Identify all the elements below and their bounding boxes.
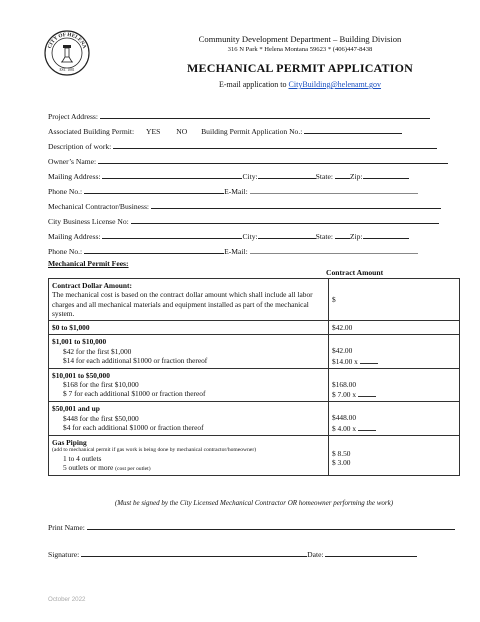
tier4-amount1: $448.00 bbox=[332, 413, 357, 423]
date-label: Date: bbox=[307, 550, 324, 559]
tier2-line1: $42 for the first $1,000 bbox=[63, 346, 132, 356]
tier3-line1: $168 for the first $10,000 bbox=[63, 380, 139, 389]
owner-state-field[interactable] bbox=[335, 171, 350, 179]
associated-permit-row bbox=[48, 126, 402, 136]
contractor-mailing-field[interactable] bbox=[102, 231, 242, 239]
license-label: City Business License No: bbox=[48, 217, 129, 226]
owner-name-field[interactable] bbox=[98, 156, 448, 164]
signature-label: Signature: bbox=[48, 550, 80, 559]
project-address-row bbox=[48, 111, 430, 121]
tier3-line2: $ 7 for each additional $1000 or fraction thereof bbox=[63, 389, 206, 399]
gas-line2: 5 outlets or more bbox=[63, 463, 114, 473]
tier2-line2: $14 for each additional $1000 or fraction thereof bbox=[63, 355, 208, 365]
contractor-phone-field[interactable] bbox=[84, 246, 224, 254]
tier3-row bbox=[49, 368, 460, 402]
seal-year: EST. 1881 bbox=[59, 68, 75, 72]
tier4-amount-cell bbox=[329, 402, 460, 436]
tier2-amount1: $42.00 bbox=[332, 346, 353, 356]
owner-email-field[interactable] bbox=[250, 186, 418, 194]
tier3-amount-cell bbox=[329, 368, 460, 402]
tier4-line1: $448 for the first $50,000 bbox=[63, 413, 139, 423]
signature-note: (Must be signed by the City Licensed Mechanical Contractor OR homeowner performing the work) bbox=[114, 499, 394, 507]
email-instruction bbox=[150, 80, 450, 89]
tier4-multiplier-field[interactable] bbox=[358, 423, 376, 431]
yes-option[interactable]: YES bbox=[145, 127, 161, 136]
tier3-amount1: $168.00 bbox=[332, 379, 357, 389]
gas-amount2: $ 3.00 bbox=[332, 458, 351, 467]
date-field[interactable] bbox=[325, 549, 417, 557]
contractor-field[interactable] bbox=[151, 201, 441, 209]
project-address-field[interactable] bbox=[100, 111, 430, 119]
fee-table bbox=[48, 278, 460, 476]
tier2-amount-cell bbox=[329, 335, 460, 369]
owner-phone-label: Phone No.: bbox=[48, 187, 83, 196]
contract-amount-cell[interactable] bbox=[329, 279, 460, 321]
tier3-description-cell bbox=[49, 368, 329, 402]
contract-amount-header: Contract Amount bbox=[326, 268, 384, 277]
signature-row bbox=[48, 549, 417, 559]
contractor-row bbox=[48, 201, 441, 211]
permit-application-no-field[interactable] bbox=[304, 126, 402, 134]
contractor-zip-label: Zip: bbox=[349, 232, 363, 241]
tier3-amount2: $ 7.00 x bbox=[332, 390, 357, 399]
description-field[interactable] bbox=[113, 141, 437, 149]
contract-title: Contract Dollar Amount: bbox=[52, 281, 132, 290]
owner-name-label: Owner’s Name: bbox=[48, 157, 97, 166]
seal-text: CITY OF HELENA bbox=[46, 31, 88, 50]
no-option[interactable]: NO bbox=[176, 127, 188, 136]
contract-row bbox=[49, 279, 460, 321]
tier4-range: $50,001 and up bbox=[52, 404, 100, 414]
tier2-row bbox=[49, 335, 460, 369]
owner-zip-field[interactable] bbox=[363, 171, 409, 179]
tier2-multiplier-field[interactable] bbox=[360, 356, 378, 364]
gas-line2-note: (cost per outlet) bbox=[115, 466, 151, 473]
tier2-range: $1,001 to $10,000 bbox=[52, 337, 107, 347]
print-name-row bbox=[48, 522, 455, 532]
owner-name-row bbox=[48, 156, 448, 166]
signature-field[interactable] bbox=[81, 549, 307, 557]
tier4-description-cell bbox=[49, 402, 329, 436]
owner-state-label: State: bbox=[315, 172, 333, 181]
project-address-label: Project Address: bbox=[48, 112, 98, 121]
owner-city-label: City: bbox=[242, 172, 258, 181]
associated-permit-label: Associated Building Permit: bbox=[48, 127, 135, 136]
description-label: Description of work: bbox=[48, 142, 112, 151]
city-of-helena-seal-icon bbox=[44, 30, 90, 76]
contractor-mailing-row bbox=[48, 231, 409, 241]
tier4-line2: $4 for each additional $1000 or fraction thereof bbox=[63, 422, 204, 432]
contractor-phone-row bbox=[48, 246, 418, 256]
tier2-description-cell bbox=[49, 335, 329, 369]
tier3-multiplier-field[interactable] bbox=[358, 389, 376, 397]
contractor-mailing-label: Mailing Address: bbox=[48, 232, 101, 241]
print-name-label: Print Name: bbox=[48, 523, 85, 532]
contract-text: The mechanical cost is based on the contract dollar amount which shall include all labor charges and all mechanical materials and equipment installed as part of the mechanical system. bbox=[52, 290, 313, 318]
description-row bbox=[48, 141, 437, 151]
contractor-email-field[interactable] bbox=[250, 246, 418, 254]
tier1-amount: $42.00 bbox=[329, 321, 460, 335]
license-row bbox=[48, 216, 439, 226]
contractor-state-field[interactable] bbox=[335, 231, 350, 239]
tier4-row bbox=[49, 402, 460, 436]
contractor-phone-label: Phone No.: bbox=[48, 247, 83, 256]
owner-phone-field[interactable] bbox=[84, 186, 224, 194]
email-link[interactable]: CityBuilding@helenamt.gov bbox=[288, 80, 382, 89]
license-field[interactable] bbox=[131, 216, 439, 224]
contractor-zip-field[interactable] bbox=[363, 231, 409, 239]
contractor-city-field[interactable] bbox=[258, 231, 316, 239]
contract-amount-value: $ bbox=[332, 294, 336, 304]
tier1-range: $0 to $1,000 bbox=[49, 321, 329, 335]
gas-line1: 1 to 4 outlets bbox=[63, 453, 102, 463]
owner-city-field[interactable] bbox=[258, 171, 316, 179]
gas-amount-cell bbox=[329, 435, 460, 475]
contractor-label: Mechanical Contractor/Business: bbox=[48, 202, 150, 211]
tier4-amount2: $ 4.00 x bbox=[332, 423, 357, 433]
gas-description-cell bbox=[49, 435, 329, 475]
owner-mailing-row bbox=[48, 171, 409, 181]
contractor-email-label: E-Mail: bbox=[224, 247, 248, 256]
department-address: 316 N Park * Helena Montana 59623 * (406)447-8438 bbox=[227, 46, 373, 53]
tier2-amount2: $14.00 x bbox=[332, 356, 358, 366]
print-name-field[interactable] bbox=[87, 522, 455, 530]
tier1-row bbox=[49, 321, 460, 335]
contractor-city-label: City: bbox=[242, 232, 258, 241]
permit-application-no-label: Building Permit Application No.: bbox=[201, 127, 303, 136]
gas-note: (add to mechanical permit if gas work is being done by mechanical contractor/homeowner) bbox=[52, 447, 257, 453]
owner-phone-row bbox=[48, 186, 418, 196]
tier3-range: $10,001 to $50,000 bbox=[52, 370, 110, 380]
footer-date: October 2022 bbox=[48, 596, 86, 603]
contract-description-cell bbox=[49, 279, 329, 321]
owner-mailing-label: Mailing Address: bbox=[48, 172, 101, 181]
gas-title: Gas Piping bbox=[52, 437, 87, 447]
department-name: Community Development Department – Building Division bbox=[198, 34, 402, 44]
owner-email-label: E-Mail: bbox=[224, 187, 248, 196]
gas-amount1: $ 8.50 bbox=[332, 448, 351, 458]
owner-zip-label: Zip: bbox=[349, 172, 363, 181]
form-title: MECHANICAL PERMIT APPLICATION bbox=[186, 61, 414, 75]
contractor-state-label: State: bbox=[315, 232, 333, 241]
email-prefix: E-mail application to bbox=[218, 80, 289, 89]
owner-mailing-field[interactable] bbox=[102, 171, 242, 179]
gas-row bbox=[49, 435, 460, 475]
fees-section-label: Mechanical Permit Fees: bbox=[48, 259, 129, 268]
